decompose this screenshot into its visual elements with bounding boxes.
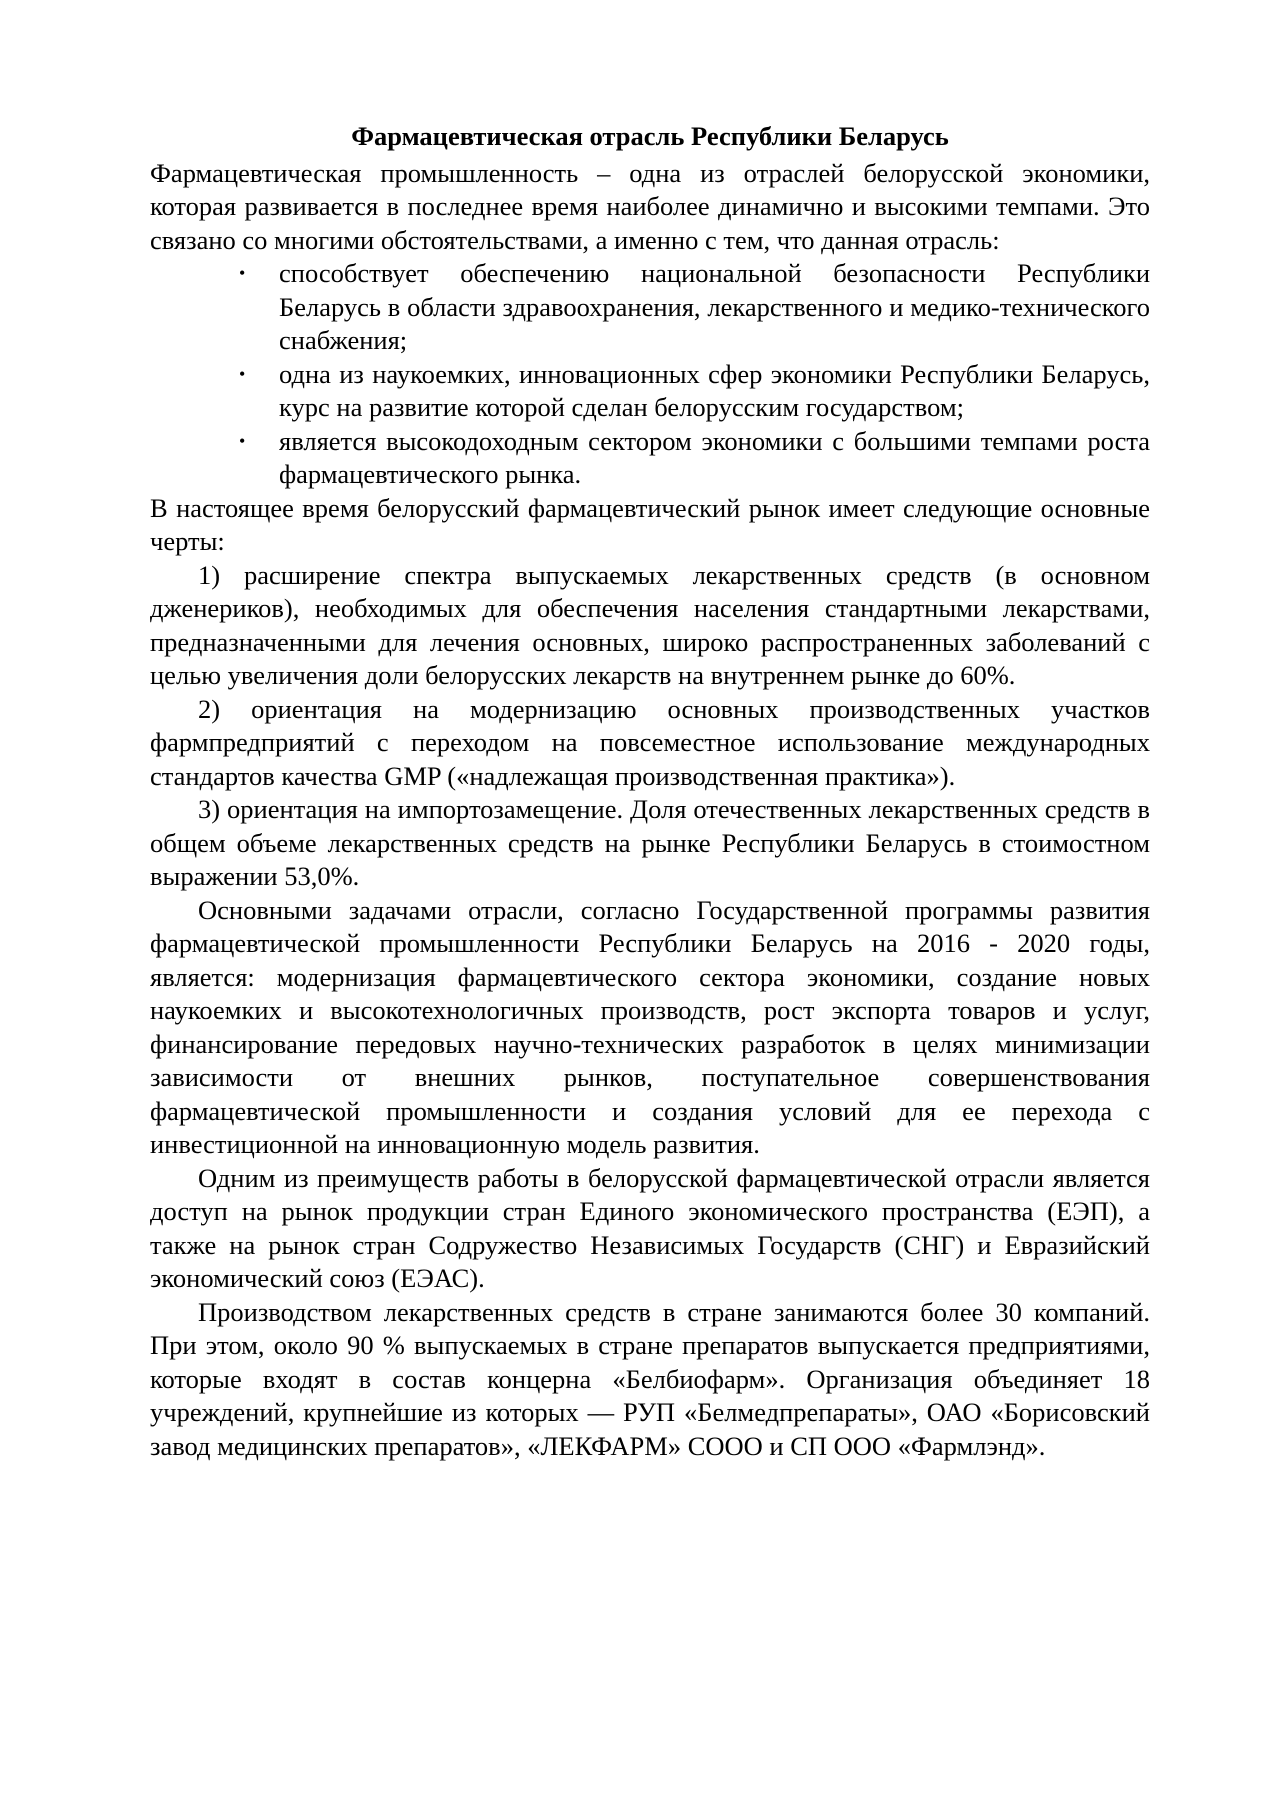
body-paragraph: Основными задачами отрасли, согласно Государственной программы развития фармацевтической промышленности Республики Беларусь на 2016 - 2020 годы, является: модернизация фармацевтического сектора экономики, создание новых наукоемких и высокотехнологичных производств, рост экспорта товаров и услуг, финансирование передовых научно-технических разработок в целях минимизации зависимости от внешних рынков, поступательное совершенствования фармацевтической промышленности и создания условий для ее перехода с инвестиционной на инновационную модель развития. (150, 894, 1150, 1159)
feature-item: 1) расширение спектра выпускаемых лекарственных средств (в основном дженериков), необходимых для обеспечения населения стандартными лекарствами, предназначенными для лечения основных, широко распространенных заболеваний с целью увеличения доли белорусских лекарств на внутреннем рынке до 60%. (150, 559, 1150, 690)
document-title: Фармацевтическая отрасль Республики Беларусь (351, 121, 949, 151)
bullet-list (150, 257, 1150, 492)
intro-paragraph: Фармацевтическая промышленность – одна из отраслей белорусской экономики, которая развивается в последнее время наиболее динамично и высокими темпами. Это связано со многими обстоятельствами, а именно с тем, что данная отрасль: (150, 157, 1150, 255)
bullet-item: • способствует обеспечению национальной безопасности Республики Беларусь в области здравоохранения, лекарственного и медико-технического снабжения; (150, 257, 1150, 358)
body-paragraph: Производством лекарственных средств в стране занимаются более 30 компаний. При этом, около 90 % выпускаемых в стране препаратов выпускается предприятиями, которые входят в состав концерна «Белбиофарм». Организация объединяет 18 учреждений, крупнейшие из которых — РУП «Белмедпрепараты», ОАО «Борисовский завод медицинских препаратов», «ЛЕКФАРМ» СООО и СП ООО «Фармлэнд». (150, 1296, 1150, 1461)
features-intro: В настоящее время белорусский фармацевтический рынок имеет следующие основные черты: (150, 492, 1150, 556)
bullet-item: • является высокодоходным сектором экономики с большими темпами роста фармацевтического рынка. (150, 425, 1150, 492)
feature-item: 2) ориентация на модернизацию основных производственных участков фармпредприятий с переходом на повсеместное использование международных стандартов качества GMP («надлежащая производственная практика»). (150, 693, 1150, 791)
body-paragraph: Одним из преимуществ работы в белорусской фармацевтической отрасли является доступ на рынок продукции стран Единого экономического пространства (ЕЭП), а также на рынок стран Содружество Независимых Государств (СНГ) и Евразийский экономический союз (ЕЭАС). (150, 1162, 1150, 1293)
bullet-item: • одна из наукоемких, инновационных сфер экономики Республики Беларусь, курс на развитие которой сделан белорусским государством; (150, 358, 1150, 425)
document-page (150, 120, 1150, 1463)
feature-item: 3) ориентация на импортозамещение. Доля отечественных лекарственных средств в общем объеме лекарственных средств на рынке Республики Беларусь в стоимостном выражении 53,0%. (150, 794, 1150, 891)
